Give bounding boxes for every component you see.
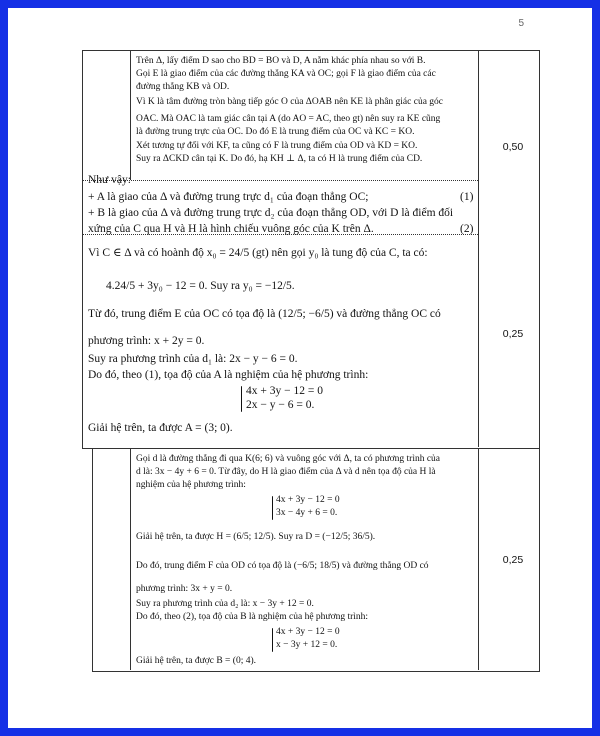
- text-line: + A là giao của Δ và đường trung trực d₁ của đoạn thẳng OC;: [88, 191, 369, 203]
- page-number: 5: [518, 18, 524, 29]
- text-line: Trên Δ, lấy điểm D sao cho BD = BO và D, A nằm khác phía nhau so với B.: [136, 56, 426, 66]
- text-line: xứng của C qua H và H là hình chiếu vuông góc của K trên Δ.: [88, 223, 374, 235]
- equation-line: 4x + 3y − 12 = 0: [246, 385, 323, 397]
- text-line: Suy ra ΔCKD cân tại K. Do đó, hạ KH ⊥ Δ, ta có H là trung điểm của CD.: [136, 154, 423, 164]
- text-line: là đường trung trực của OC. Do đó E là trung điểm của OC và KC = KO.: [136, 127, 415, 137]
- equation-label: (2): [460, 223, 474, 235]
- text-line: Do đó, theo (2), tọa độ của B là nghiệm của hệ phương trình:: [136, 612, 369, 622]
- text-line: Xét tương tự đối với KF, ta cũng có F là trung điểm của OD và KD = KO.: [136, 141, 418, 151]
- text-line: Như vậy:: [88, 174, 131, 186]
- text-line: đường thẳng KB và OD.: [136, 82, 230, 92]
- equation-line: 4x + 3y − 12 = 0: [276, 495, 340, 505]
- text-line: Do đó, theo (1), tọa độ của A là nghiệm của hệ phương trình:: [88, 369, 369, 381]
- text-line: + B là giao của Δ và đường trung trực d₂ của đoạn thẳng OD, với D là điểm đối: [88, 207, 454, 219]
- equation-line: x − 3y + 12 = 0.: [276, 640, 338, 650]
- document-page: [8, 8, 592, 728]
- text-line: nghiệm của hệ phương trình:: [136, 480, 246, 490]
- equation-line: 3x − 4y + 6 = 0.: [276, 508, 338, 518]
- text-line: phương trình: x + 2y = 0.: [88, 335, 205, 347]
- text-line: OAC. Mà OAC là tam giác cân tại A (do AO = AC, theo gt) nên suy ra KE cũng: [136, 114, 441, 124]
- system-brace: [272, 496, 273, 520]
- system-brace: [272, 628, 273, 652]
- table-score-column-divider: [478, 50, 479, 447]
- text-line: Giải hệ trên, ta được H = (6/5; 12/5). Suy ra D = (−12/5; 36/5).: [136, 532, 376, 542]
- text-line: Vì K là tâm đường tròn bàng tiếp góc O của ΔOAB nên KE là phân giác của góc: [136, 97, 444, 107]
- score-block3: 0,25: [502, 328, 524, 340]
- text-line: Do đó, trung điểm F của OD có tọa độ là (−6/5; 18/5) và đường thẳng OD có: [136, 561, 429, 571]
- equation-line: 4.24/5 + 3y₀ − 12 = 0. Suy ra y₀ = −12/5.: [106, 280, 295, 292]
- text-line: d là: 3x − 4y + 6 = 0. Từ đây, do H là giao điểm của Δ và d nên tọa độ của H là: [136, 467, 436, 477]
- text-line: Vì C ∈ Δ và có hoành độ x₀ = 24/5 (gt) nên gọi y₀ là tung độ của C, ta có:: [88, 247, 428, 259]
- text-line: Từ đó, trung điểm E của OC có tọa độ là (12/5; −6/5) và đường thẳng OC có: [88, 308, 441, 320]
- system-brace: [241, 386, 242, 412]
- score-block4: 0,25: [502, 554, 524, 566]
- text-line: Gọi E là giao điểm của các đường thẳng KA và OC; gọi F là giao điểm của các: [136, 69, 436, 79]
- table-left-column-divider: [130, 50, 131, 180]
- text-line: Giải hệ trên, ta được B = (0; 4).: [136, 656, 256, 666]
- equation-label: (1): [460, 191, 474, 203]
- text-line: Giải hệ trên, ta được A = (3; 0).: [88, 422, 233, 434]
- row-divider: [82, 180, 478, 181]
- text-line: phương trình: 3x + y = 0.: [136, 584, 233, 594]
- text-line: Gọi d là đường thẳng đi qua K(6; 6) và vuông góc với Δ, ta có phương trình của: [136, 454, 441, 464]
- text-line: Suy ra phương trình của d₂ là: x − 3y + 12 = 0.: [136, 599, 314, 609]
- table-left-column-divider: [130, 448, 131, 670]
- text-line: Suy ra phương trình của d₁ là: 2x − y − 6 = 0.: [88, 353, 298, 365]
- score-block1: 0,50: [502, 141, 524, 153]
- equation-line: 2x − y − 6 = 0.: [246, 399, 315, 411]
- equation-line: 4x + 3y − 12 = 0: [276, 627, 340, 637]
